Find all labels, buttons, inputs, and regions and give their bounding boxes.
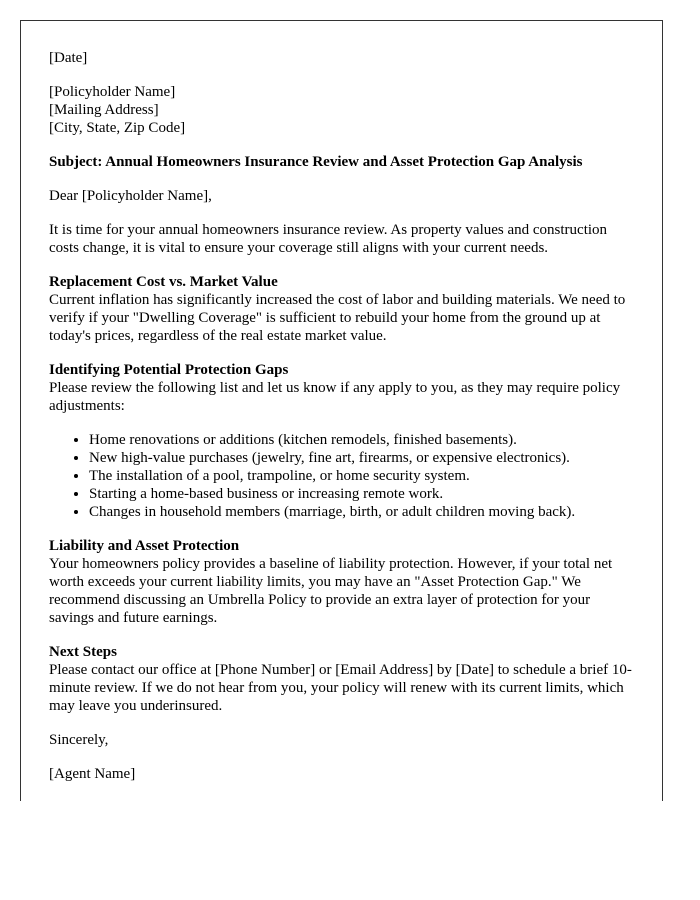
recipient-name: [Policyholder Name] (49, 84, 176, 100)
letter-page (20, 20, 663, 801)
list-item: • Home renovations or additions (kitchen remodels, finished basements). (89, 431, 632, 449)
section-body-liability: Your homeowners policy provides a baseline of liability protection. However, if your total net worth exceeds your current liability limits, you may have an "Asset Protection Gap." We recommend discussing an Umbrella Policy to provide an extra layer of protection for your savings and future earnings. (49, 556, 613, 626)
salutation: Dear [Policyholder Name], (49, 188, 212, 204)
list-item: • The installation of a pool, trampoline, or home security system. (89, 467, 632, 485)
protection-gap-list (49, 431, 632, 521)
date: [Date] (49, 50, 88, 66)
intro-paragraph: It is time for your annual homeowners insurance review. As property values and construction costs change, it is vital to ensure your coverage still aligns with your current needs. (49, 222, 608, 256)
section-heading-replacement-cost: Replacement Cost vs. Market Value (49, 274, 278, 290)
section-heading-protection-gaps: Identifying Potential Protection Gaps (49, 362, 289, 378)
section-heading-next-steps: Next Steps (49, 644, 117, 660)
section-heading-liability: Liability and Asset Protection (49, 538, 240, 554)
signature: [Agent Name] (49, 766, 136, 782)
list-item: • New high-value purchases (jewelry, fine art, firearms, or expensive electronics). (89, 449, 632, 467)
recipient-block (49, 83, 632, 137)
recipient-city: [City, State, Zip Code] (49, 120, 186, 136)
recipient-address: [Mailing Address] (49, 102, 159, 118)
subject-line: Subject: Annual Homeowners Insurance Review and Asset Protection Gap Analysis (49, 154, 583, 170)
closing: Sincerely, (49, 732, 109, 748)
section-body-protection-gaps: Please review the following list and let us know if any apply to you, as they may require policy adjustments: (49, 380, 621, 414)
list-item: • Changes in household members (marriage, birth, or adult children moving back). (89, 503, 632, 521)
section-body-replacement-cost: Current inflation has significantly increased the cost of labor and building materials. We need to verify if your "Dwelling Coverage" is sufficient to rebuild your home from the ground up at today's prices, regardless of the real estate market value. (49, 292, 626, 344)
section-body-next-steps: Please contact our office at [Phone Number] or [Email Address] by [Date] to schedule a brief 10-minute review. If we do not hear from you, your policy will renew with its current limits, which may leave you underinsured. (49, 662, 632, 714)
list-item: • Starting a home-based business or increasing remote work. (89, 485, 632, 503)
